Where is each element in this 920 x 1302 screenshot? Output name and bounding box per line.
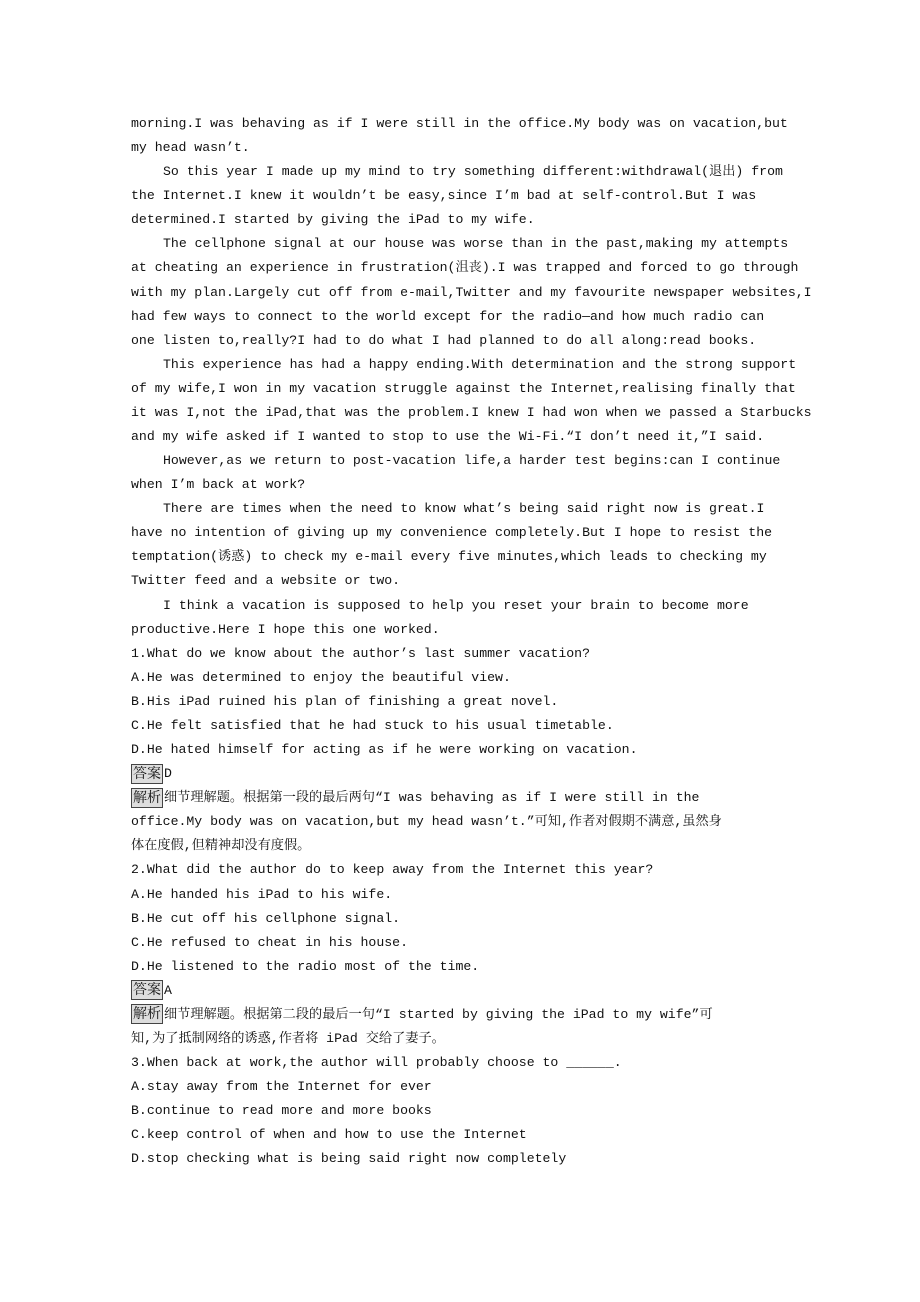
line-text: one listen to,really?I had to do what I had planned to do all along:read books.	[131, 332, 757, 348]
line-text: my head wasn’t.	[131, 140, 250, 156]
line-text: it was I,not the iPad,that was the problem.I knew I had won when we passed a Starbucks	[131, 404, 812, 420]
line-text: D.He listened to the radio most of the time.	[131, 958, 480, 974]
line-text: C.keep control of when and how to use the Internet	[131, 1127, 527, 1143]
line-text: D.He hated himself for acting as if he were working on vacation.	[131, 742, 638, 758]
text-line	[131, 569, 831, 593]
text-line	[131, 473, 831, 497]
text-line	[131, 425, 831, 449]
analysis-label: 解析	[133, 789, 161, 806]
line-text: and my wife asked if I wanted to stop to use the Wi-Fi.“I don’t need it,”I said.	[131, 429, 765, 445]
text-line	[131, 1027, 831, 1051]
answer-line	[131, 979, 831, 1003]
line-text: office.My body was on vacation,but my head wasn’t.”可知,作者对假期不满意,虽然身	[131, 814, 722, 830]
line-text: 1.What do we know about the author’s last summer vacation?	[131, 645, 590, 661]
line-text: B.His iPad ruined his plan of finishing a great novel.	[131, 693, 559, 709]
text-line	[131, 1075, 831, 1099]
text-line	[131, 305, 831, 329]
analysis-line	[131, 1003, 831, 1027]
text-line	[131, 738, 831, 762]
text-line	[131, 232, 831, 256]
text-line	[131, 256, 831, 280]
line-text: B.He cut off his cellphone signal.	[131, 910, 401, 926]
line-text: So this year I made up my mind to try something different:withdrawal(退出) from	[163, 164, 783, 180]
text-line	[131, 1051, 831, 1075]
line-text: D.stop checking what is being said right now completely	[131, 1151, 567, 1167]
line-text: I think a vacation is supposed to help you reset your brain to become more	[163, 597, 749, 613]
line-text: However,as we return to post-vacation life,a harder test begins:can I continue	[163, 453, 781, 469]
text-line	[131, 858, 831, 882]
document-body	[131, 112, 831, 1171]
text-line	[131, 1099, 831, 1123]
text-line	[131, 497, 831, 521]
text-line	[131, 136, 831, 160]
line-text: A	[164, 982, 172, 998]
analysis-label: 解析	[133, 1006, 161, 1023]
line-text: The cellphone signal at our house was worse than in the past,making my attempts	[163, 236, 789, 252]
line-text: of my wife,I won in my vacation struggle against the Internet,realising finally that	[131, 380, 796, 396]
line-text: have no intention of giving up my convenience completely.But I hope to resist the	[131, 525, 773, 541]
answer-label: 答案	[133, 765, 161, 782]
line-text: determined.I started by giving the iPad to my wife.	[131, 212, 535, 228]
line-text: A.stay away from the Internet for ever	[131, 1079, 432, 1095]
line-text: 细节理解题。根据第一段的最后两句“I was behaving as if I were still in the	[164, 790, 700, 806]
line-text: with my plan.Largely cut off from e-mail,Twitter and my favourite newspaper websites,I	[131, 284, 812, 300]
text-line	[131, 1147, 831, 1171]
line-text: morning.I was behaving as if I were still in the office.My body was on vacation,but	[131, 116, 788, 131]
line-text: C.He refused to cheat in his house.	[131, 934, 408, 950]
line-text: 体在度假,但精神却没有度假。	[131, 838, 311, 854]
text-line	[131, 184, 831, 208]
line-text: D	[164, 766, 172, 782]
line-text: A.He was determined to enjoy the beautiful view.	[131, 669, 511, 685]
line-text: productive.Here I hope this one worked.	[131, 621, 440, 637]
text-line	[131, 931, 831, 955]
line-text: This experience has had a happy ending.With determination and the strong support	[163, 356, 797, 372]
text-line	[131, 401, 831, 425]
text-line	[131, 521, 831, 545]
text-line	[131, 160, 831, 184]
answer-label: 答案	[133, 982, 161, 999]
text-line	[131, 353, 831, 377]
line-text: had few ways to connect to the world except for the radio—and how much radio can	[131, 308, 765, 324]
text-line	[131, 329, 831, 353]
text-line	[131, 281, 831, 305]
line-text: B.continue to read more and more books	[131, 1103, 432, 1119]
line-text: at cheating an experience in frustration(沮丧).I was trapped and forced to go through	[131, 260, 799, 276]
text-line	[131, 666, 831, 690]
text-line	[131, 1123, 831, 1147]
text-line	[131, 907, 831, 931]
text-line	[131, 377, 831, 401]
line-text: C.He felt satisfied that he had stuck to his usual timetable.	[131, 717, 614, 733]
answer-line	[131, 762, 831, 786]
text-line	[131, 545, 831, 569]
text-line	[131, 112, 831, 136]
line-text: 2.What did the author do to keep away from the Internet this year?	[131, 862, 654, 878]
analysis-line	[131, 786, 831, 810]
line-text: the Internet.I knew it wouldn’t be easy,since I’m bad at self-control.But I was	[131, 188, 757, 204]
line-text: 3.When back at work,the author will probably choose to ______.	[131, 1055, 622, 1071]
line-text: Twitter feed and a website or two.	[131, 573, 401, 589]
text-line	[131, 810, 831, 834]
text-line	[131, 714, 831, 738]
text-line	[131, 208, 831, 232]
text-line	[131, 955, 831, 979]
text-line	[131, 449, 831, 473]
line-text: A.He handed his iPad to his wife.	[131, 886, 393, 902]
text-line	[131, 642, 831, 666]
text-line	[131, 690, 831, 714]
text-line	[131, 883, 831, 907]
line-text: temptation(诱惑) to check my e-mail every five minutes,which leads to checking my	[131, 549, 767, 565]
line-text: when I’m back at work?	[131, 477, 306, 493]
line-text: 细节理解题。根据第二段的最后一句“I started by giving the iPad to my wife”可	[164, 1006, 713, 1022]
text-line	[131, 834, 831, 858]
text-line	[131, 594, 831, 618]
line-text: There are times when the need to know what’s being said right now is great.I	[163, 501, 765, 517]
text-line	[131, 618, 831, 642]
line-text: 知,为了抵制网络的诱惑,作者将 iPad 交给了妻子。	[131, 1030, 445, 1046]
